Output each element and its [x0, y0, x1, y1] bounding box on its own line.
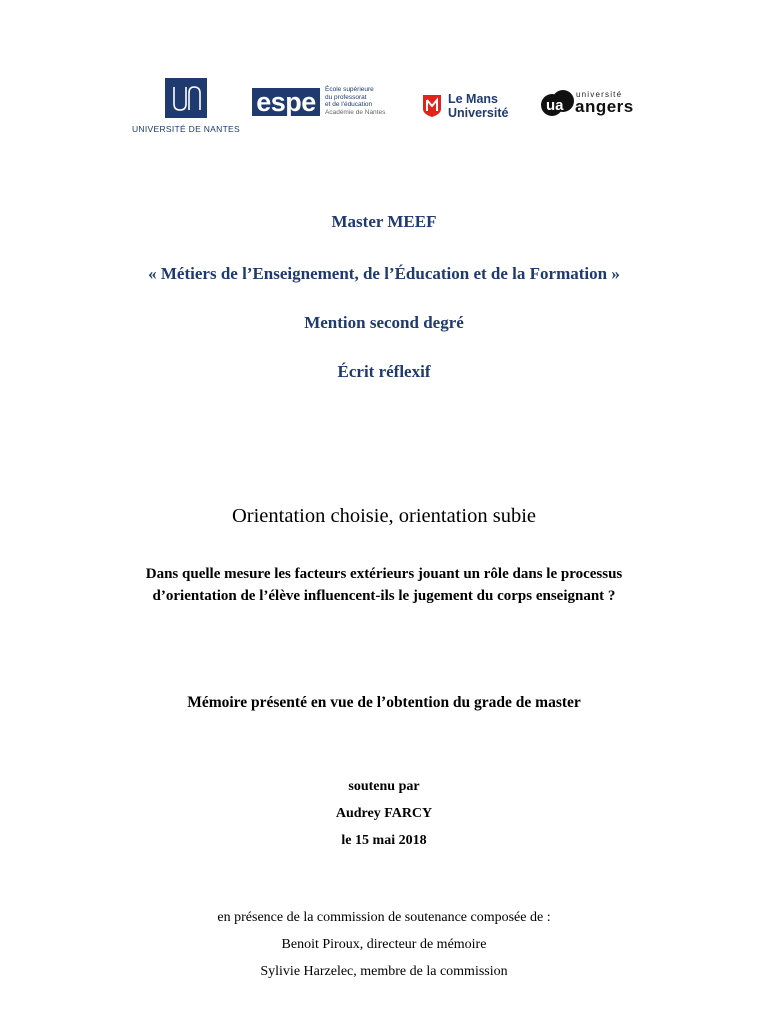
- espe-mark: espe: [252, 88, 320, 116]
- committee-member: Sylivie Harzelec, membre de la commission: [260, 964, 508, 979]
- document-type: Écrit réflexif: [337, 362, 431, 381]
- defense-date: le 15 mai 2018: [341, 833, 427, 848]
- logo-bar: [0, 78, 768, 138]
- author-name: Audrey FARCY: [335, 806, 433, 821]
- nantes-mark: [165, 78, 207, 118]
- espe-subtitle-line: et de l'éducation: [325, 101, 373, 109]
- le-mans-shield-icon: [422, 94, 442, 118]
- research-question-line2: d’orientation de l’élève influencent-ils le jugement du corps enseignant ?: [152, 588, 616, 604]
- committee-member: Benoit Piroux, directeur de mémoire: [281, 937, 487, 952]
- ua-mark-icon: [539, 86, 575, 120]
- program-title: Master MEEF: [331, 212, 437, 231]
- angers-big-label: angers: [575, 97, 634, 116]
- espe-logo: [252, 86, 397, 122]
- mention: Mention second degré: [304, 313, 464, 332]
- le-mans-universite-logo: [422, 92, 522, 122]
- committee-intro: en présence de la commission de soutenance composée de :: [217, 910, 551, 925]
- espe-subtitle: [325, 86, 405, 116]
- espe-subtitle-line: du professorat: [325, 93, 367, 101]
- universite-angers-logo: [539, 86, 651, 122]
- universite-nantes-logo: [130, 78, 242, 136]
- research-question-line1: Dans quelle mesure les facteurs extérieurs jouant un rôle dans le processus: [145, 566, 623, 582]
- nantes-label: UNIVERSITÉ DE NANTES: [131, 124, 241, 134]
- angers-small-label: université: [576, 90, 623, 99]
- le-mans-label: [448, 92, 508, 120]
- ua-mark-text: ua: [546, 97, 564, 114]
- program-full-name: « Métiers de l’Enseignement, de l’Éducation et de la Formation »: [148, 264, 620, 283]
- supported-by: soutenu par: [348, 779, 420, 794]
- thesis-purpose: Mémoire présenté en vue de l’obtention du grade de master: [187, 694, 581, 711]
- thesis-title: Orientation choisie, orientation subie: [231, 505, 536, 527]
- espe-subtitle-line: Académie de Nantes: [325, 108, 386, 116]
- espe-subtitle-line: École supérieure: [325, 86, 374, 93]
- le-mans-line1: Le Mans: [448, 92, 499, 106]
- le-mans-line2: Université: [448, 106, 509, 120]
